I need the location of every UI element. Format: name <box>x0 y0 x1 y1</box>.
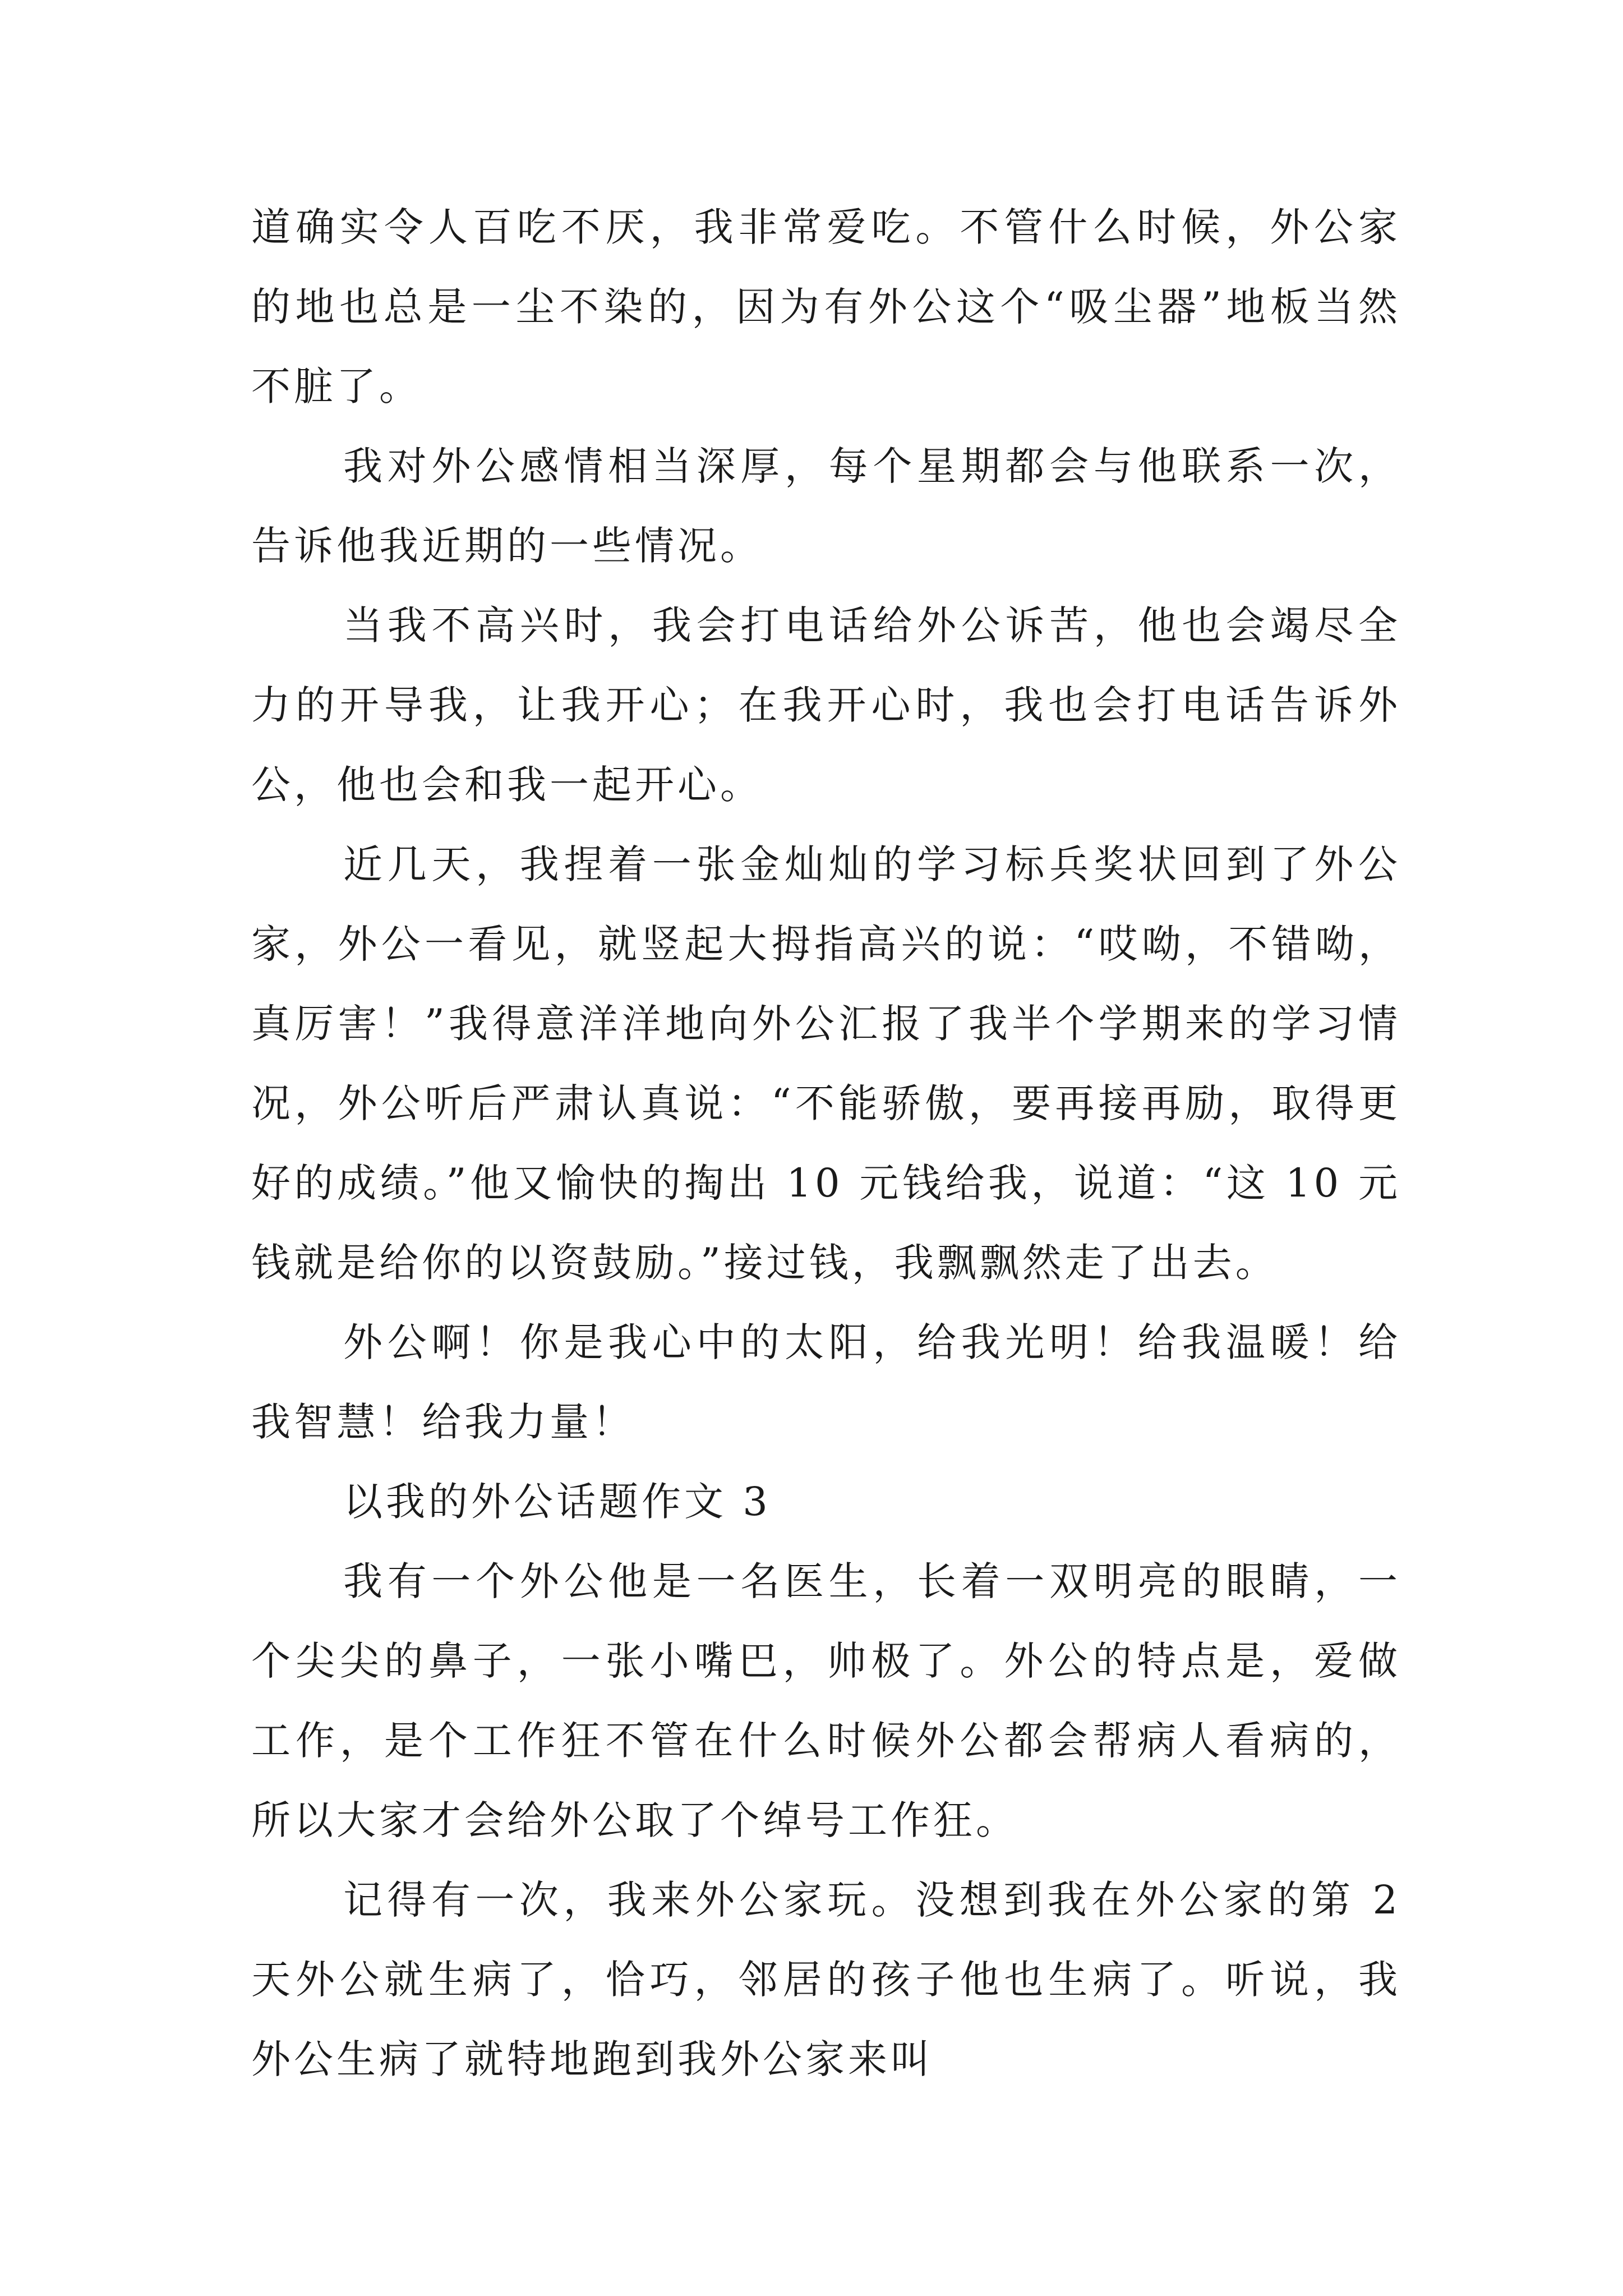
paragraph: 近几天，我捏着一张金灿灿的学习标兵奖状回到了外公家，外公一看见，就竖起大拇指高兴的说：“哎呦，不错呦，真厉害！”我得意洋洋地向外公汇报了我半个学期来的学习情况，外公听后严肃认真说：“不能骄傲，要再接再励，取得更好的成绩。”他又愉快的掏出 10 元钱给我，说道：“这 10 元钱就是给你的以资鼓励。”接过钱，我飘飘然走了出去。 <box>251 841 1401 1286</box>
section-title: 以我的外公话题作文 3 <box>343 1479 771 1525</box>
paragraph: 我对外公感情相当深厚，每个星期都会与他联系一次，告诉他我近期的一些情况。 <box>251 443 1401 569</box>
document-body <box>251 187 1401 2099</box>
paragraph: 外公啊！你是我心中的太阳，给我光明！给我温暖！给我智慧！给我力量！ <box>251 1319 1401 1445</box>
paragraph: 我有一个外公他是一名医生，长着一双明亮的眼睛，一个尖尖的鼻子，一张小嘴巴，帅极了。外公的特点是，爱做工作，是个工作狂不管在什么时候外公都会帮病人看病的，所以大家才会给外公取了个绰号工作狂。 <box>251 1558 1401 1843</box>
paragraph-continuation: 道确实令人百吃不厌，我非常爱吃。不管什么时候，外公家的地也总是一尘不染的，因为有外公这个“吸尘器”地板当然不脏了。 <box>251 204 1401 409</box>
paragraph: 当我不高兴时，我会打电话给外公诉苦，他也会竭尽全力的开导我，让我开心；在我开心时，我也会打电话告诉外公，他也会和我一起开心。 <box>251 602 1401 808</box>
paragraph: 记得有一次，我来外公家玩。没想到我在外公家的第 2 天外公就生病了，恰巧，邻居的孩子他也生病了。听说，我外公生病了就特地跑到我外公家来叫 <box>251 1877 1401 2082</box>
